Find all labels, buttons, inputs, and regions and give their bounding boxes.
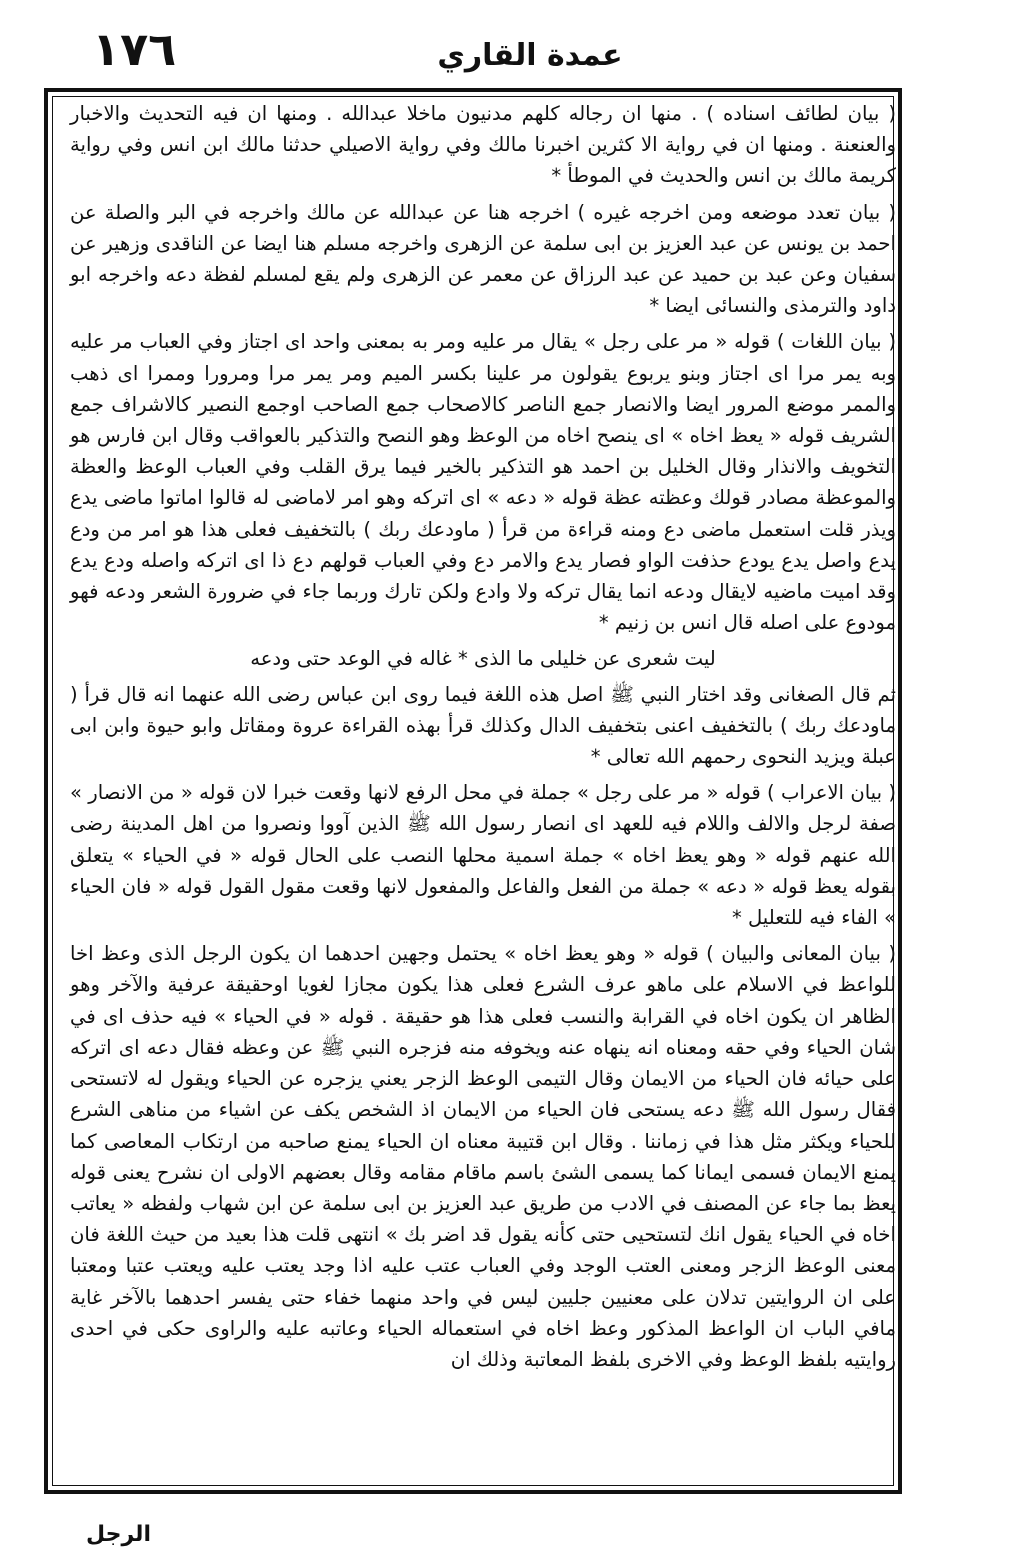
catchword: الرجل — [86, 1522, 151, 1547]
paragraph-isnad-subtleties: ( بيان لطائف اسناده ) . منها ان رجاله كلهم مدنيون ماخلا عبدالله . ومنها ان فيه التحديث والاخبار والعنعنة . ومنها ان في رواية الا كثرين اخبرنا مالك وفي رواية الاصيلي حدثنا مالك ابن انس وفي رواية كريمة مالك بن انس والحديث في الموطأ * — [70, 102, 896, 188]
paragraph-saghani-reading: ثم قال الصغانى وقد اختار النبي ﷺ اصل هذه اللغة فيما روى ابن عباس رضى الله عنهما انه قال قرأ ( ماودعك ربك ) بالتخفيف اعنى بتخفيف الدال وكذلك قرأ بهذه القراءة عروة ومقاتل وابو حيوة وابن ابى عبلة ويزيد النحوى رحمهم الله تعالى * — [70, 682, 896, 769]
poetry-verse: ليت شعرى عن خليلى ما الذى * غاله في الوعد حتى ودعه — [250, 647, 716, 671]
paragraph-places-and-narrators: ( بيان تعدد موضعه ومن اخرجه غيره ) اخرجه هنا عن عبدالله عن مالك واخرجه في البر والصلة عن احمد بن يونس عن عبد العزيز بن ابى سلمة عن الزهرى واخرجه مسلم هنا ايضا عن الناقدى وزهير عن سفيان وعن عبد بن حميد عن عبد الرزاق عن معمر عن الزهرى ولم يقع لمسلم لفظة دعه واخرجه ابو داود والترمذى والنسائى ايضا * — [70, 200, 896, 318]
paragraph-meanings-rhetoric: ( بيان المعانى والبيان ) قوله « وهو يعظ اخاه » يحتمل وجهين احدهما ان يكون الرجل الذى وعظ اخا للواعظ في الاسلام على ماهو عرف الشرع فعلى هذا يكون مجازا لغويا اوحقيقة عرفية والآخر وهو الظاهر ان يكون اخاه في القرابة والنسب فعلى هذا هو حقيقة . قوله « في الحياء » فيه حذف اى في شان الحياء وفي حقه ومعناه انه ينهاه عنه ويخوفه منه فزجره النبي ﷺ عن وعظه فقال دعه اى اتركه على حيائه فان الحياء من الايمان وقال التيمى الوعظ الزجر يعني يزجره عن الحياء ويقول له لاتستحى فقال رسول الله ﷺ دعه يستحى فان الحياء من الايمان اذ الشخص يكف عن اشياء من مناهى الشرع للحياء ويكثر مثل هذا في زماننا . وقال ابن قتيبة معناه ان الحياء يمنع صاحبه من ارتكاب المعاصى كما يمنع الايمان فسمى ايمانا كما يسمى الشئ باسم ماقام مقامه وقال بعضهم الاولى ان نشرح يعنى قوله يعظ بما جاء عن المصنف في الادب من طريق عبد العزيز بن ابى سلمة عن ابن شهاب ولفظه « يعاتب اخاه في الحياء يقول انك لتستحيى حتى كأنه يقول قد اضر بك » انتهى قلت هذا بعيد من حيث اللغة فان معنى الوعظ الزجر ومعنى العتب الوجد وفي العباب عتب عليه اذا وجد يعتب عليه ويعتب عتبا ومعتبا على ان الروايتين تدلان على معنيين جليين ليس في واحد منهما خفاء حتى يفسر احدهما بالآخر غاية مافي الباب ان الواعظ المذكور وعظ اخاه في استعماله الحياء وعاتبه عليه والراوى حكى في احدى روايتيه بلفظ الوعظ وفي الاخرى بلفظ المعاتبة وذلك ان — [70, 942, 896, 1371]
main-text-block — [64, 98, 902, 1484]
paragraph-grammar: ( بيان الاعراب ) قوله « مر على رجل » جملة في محل الرفع لانها وقعت خبرا لان قوله « من الانصار » صفة لرجل والالف واللام فيه للعهد اى انصار رسول الله ﷺ الذين آووا ونصروا من اهل المدينة رضى الله عنهم قوله « وهو يعظ اخاه » جملة اسمية محلها النصب على الحال قوله « في الحياء » يتعلق بقوله يعظ قوله « دعه » جملة من الفعل والفاعل والمفعول لانها وقعت مقول القول قوله « فان الحياء » الفاء فيه للتعليل * — [70, 781, 896, 930]
paragraph-vocabulary: ( بيان اللغات ) قوله « مر على رجل » يقال مر عليه ومر به بمعنى واحد اى اجتاز وفي العباب مر عليه وبه يمر مرا اى اجتاز وبنو يربوع يقولون مر علينا بكسر الميم ومر يمر مرا ومرورا وممرا اى ذهب والممر موضع المرور ايضا والانصار جمع الناصر كالاصحاب جمع الصاحب اوجمع النصير كالاشراف جمع الشريف قوله « يعظ اخاه » اى ينصح اخاه من الوعظ وهو النصح والتذكير بالعواقب وقال ابن فارس هو التخويف والانذار وقال الخليل بن احمد هو التذكير بالخير فيما يرق القلب وفي العباب الوعظ والعظة والموعظة مصادر قولك وعظته عظة قوله « دعه » اى اتركه وهو امر لاماضى له قالوا اماتوا ماضى يدع ويذر قلت استعمل ماضى دع ومنه قراءة من قرأ ( ماودعك ربك ) بالتخفيف فعلى هذا هو امر من ودع يدع واصل يدع يودع حذفت الواو فصار يدع والامر دع وفي العباب قولهم دع ذا اى اتركه واصله ودع يدع وقد اميت ماضيه لايقال ودعه انما يقال تركه ولا وادع ولكن تارك وربما جاء في ضرورة الشعر ودعه فهو مودوع على اصله قال انس بن زنيم * — [70, 330, 896, 635]
page-number: ١٧٦ — [92, 22, 177, 76]
page-header-title: عمدة القاري — [437, 38, 623, 73]
